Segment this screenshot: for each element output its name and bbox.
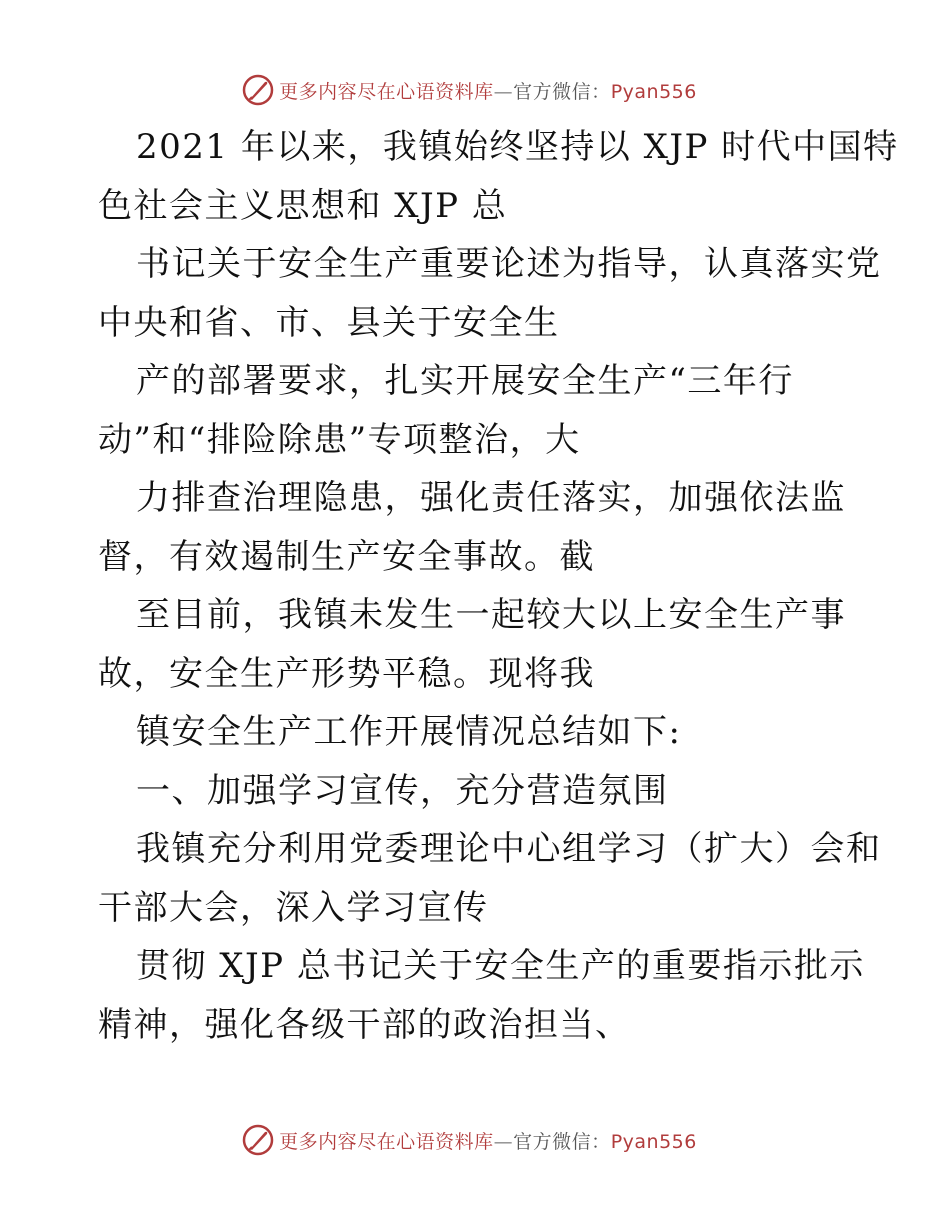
text-line: 至目前，我镇未发生一起较大以上安全生产事 (136, 595, 846, 635)
text-line: 故，安全生产形势平稳。现将我 (98, 653, 595, 694)
text-line: 干部大会，深入学习宣传 (98, 887, 489, 928)
footer-watermark-banner (0, 1118, 950, 1162)
banner-wechat-label: 官方微信： (513, 80, 611, 103)
text-line: 贯彻 XJP 总书记关于安全生产的重要指示批示 (136, 946, 865, 986)
text-line: 我镇充分利用党委理论中心组学习（扩大）会和 (136, 829, 882, 869)
banner-text (279, 1127, 697, 1154)
text-line: 中央和省、市、县关于安全生 (98, 302, 560, 343)
text-line: 督，有效遏制生产安全事故。截 (98, 536, 595, 577)
banner-account: Pyan556 (610, 80, 697, 103)
section-heading: 一、加强学习宣传，充分营造氛围 (136, 770, 669, 811)
text-line: 动”和“排险除患”专项整治，大 (98, 419, 581, 460)
quill-pen-circle-icon (241, 73, 275, 107)
text-line: 力排查治理隐患，强化责任落实，加强依法监 (136, 478, 846, 518)
banner-text (279, 77, 697, 104)
banner-dash: — (493, 1130, 514, 1153)
quill-pen-circle-icon (241, 1123, 275, 1157)
header-watermark-banner (0, 68, 950, 112)
text-line: 书记关于安全生产重要论述为指导，认真落实党 (136, 244, 882, 284)
banner-dash: — (493, 80, 514, 103)
banner-account: Pyan556 (610, 1130, 697, 1153)
text-line: 产的部署要求，扎实开展安全生产“三年行 (136, 361, 794, 401)
banner-promo-text: 更多内容尽在心语资料库 (279, 1130, 494, 1153)
text-line: 精神，强化各级干部的政治担当、 (98, 1004, 631, 1045)
text-line: 色社会主义思想和 XJP 总 (98, 185, 508, 226)
text-line: 镇安全生产工作开展情况总结如下: (136, 712, 682, 752)
banner-wechat-label: 官方微信： (513, 1130, 611, 1153)
text-line: 2021 年以来，我镇始终坚持以 XJP 时代中国特 (136, 127, 899, 167)
document-body (98, 118, 899, 1054)
banner-promo-text: 更多内容尽在心语资料库 (279, 80, 494, 103)
